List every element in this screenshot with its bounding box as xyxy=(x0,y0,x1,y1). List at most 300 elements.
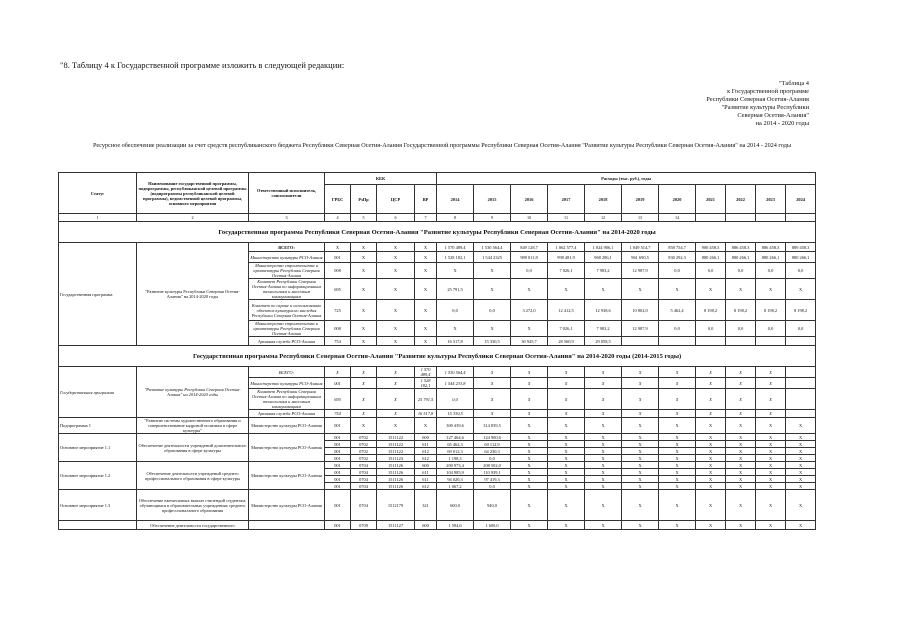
value-cell xyxy=(726,337,756,346)
value-cell: 208 502,0 xyxy=(474,462,511,469)
column-number xyxy=(726,214,756,222)
value-cell: 28 560,9 xyxy=(548,337,585,346)
value-cell: Х xyxy=(786,483,816,490)
value-cell: Х xyxy=(786,521,816,530)
value-cell: 0,0 xyxy=(786,321,816,337)
value-cell: Х xyxy=(511,279,548,300)
value-cell: 001 xyxy=(325,418,351,434)
header-year: 2016 xyxy=(511,185,548,214)
value-cell: 1 024 906,1 xyxy=(585,243,622,252)
value-cell: Х xyxy=(659,410,696,418)
value-cell: Х xyxy=(585,483,622,490)
value-cell: Х xyxy=(756,410,786,418)
header-responsible: Ответственный исполнитель, соисполнители xyxy=(249,173,325,214)
value-cell: Х xyxy=(437,263,474,279)
value-cell: Х xyxy=(696,455,726,462)
value-cell: Х xyxy=(548,490,585,521)
column-number: 12 xyxy=(585,214,622,222)
value-cell: 1511122 xyxy=(377,434,415,441)
value-cell: Х xyxy=(474,321,511,337)
value-cell: 7 983,2 xyxy=(585,263,622,279)
value-cell: 7 026,1 xyxy=(548,263,585,279)
value-cell: 998 481,9 xyxy=(548,252,585,263)
value-cell: Х xyxy=(756,448,786,455)
value-cell: 725 xyxy=(325,300,351,321)
value-cell: 1 594,6 xyxy=(437,521,474,530)
value-cell: 1 570 489,4 xyxy=(415,367,437,378)
value-cell: 001 xyxy=(325,483,351,490)
value-cell: Х xyxy=(585,279,622,300)
value-cell: Х xyxy=(696,389,726,410)
responsible-cell: ВСЕГО: xyxy=(249,243,325,252)
value-cell: 0704 xyxy=(351,476,377,483)
value-cell: 200 973,4 xyxy=(437,462,474,469)
column-number: 6 xyxy=(377,214,415,222)
header-status: Статус xyxy=(59,173,137,214)
value-cell: Х xyxy=(511,441,548,448)
value-cell: Х xyxy=(325,243,351,252)
value-cell: 0,0 xyxy=(474,300,511,321)
value-cell: 25 791,5 xyxy=(415,389,437,410)
value-cell: Х xyxy=(415,337,437,346)
responsible-cell: Министерство культуры РСО-Алания xyxy=(249,378,325,389)
status-cell: Основное мероприятие 1.3 xyxy=(59,490,137,521)
value-cell: 900 458,3 xyxy=(696,243,726,252)
value-cell: Х xyxy=(786,441,816,448)
value-cell: Х xyxy=(511,476,548,483)
value-cell: Х xyxy=(726,389,756,410)
value-cell: Х xyxy=(622,441,659,448)
value-cell: Х xyxy=(377,321,415,337)
value-cell: 97 419,3 xyxy=(474,476,511,483)
value-cell: 110 939,1 xyxy=(474,469,511,476)
value-cell: Х xyxy=(585,367,622,378)
value-cell: Х xyxy=(756,521,786,530)
value-cell: 0702 xyxy=(351,434,377,441)
program-name-cell: Обеспечение ежемесячных выплат стипендий студентам, обучающимся в образовательных учреждениях среднего профессионального образования xyxy=(137,490,249,521)
value-cell: Х xyxy=(415,300,437,321)
empty-cell xyxy=(786,389,816,410)
value-cell: Х xyxy=(511,418,548,434)
value-cell: 30 945,7 xyxy=(511,337,548,346)
value-cell: 1 528 182,1 xyxy=(415,378,437,389)
value-cell: Х xyxy=(696,469,726,476)
value-cell: 001 xyxy=(325,434,351,441)
value-cell: Х xyxy=(786,448,816,455)
section-heading: Государственная программа Республики Северная Осетия-Алания "Развитие культуры Республики Северная Осетия-Алания" на 2014-2020 годы xyxy=(59,222,816,243)
value-cell: Х xyxy=(726,448,756,455)
value-cell: Х xyxy=(622,389,659,410)
responsible-cell xyxy=(249,521,325,530)
value-cell: Х xyxy=(511,462,548,469)
value-cell: 001 xyxy=(325,455,351,462)
value-cell: 1 530 564,4 xyxy=(437,367,474,378)
value-cell: 880 266,1 xyxy=(696,252,726,263)
value-cell: Х xyxy=(474,410,511,418)
value-cell: 0704 xyxy=(351,469,377,476)
value-cell: 0,0 xyxy=(659,321,696,337)
value-cell: 25 791,5 xyxy=(437,279,474,300)
value-cell: Х xyxy=(696,476,726,483)
column-number: 13 xyxy=(622,214,659,222)
value-cell: Х xyxy=(511,455,548,462)
value-cell: 1511126 xyxy=(377,476,415,483)
approval-line: к Государственной программе xyxy=(727,88,809,95)
value-cell xyxy=(696,337,726,346)
value-cell: 94 020,3 xyxy=(437,476,474,483)
measure-row xyxy=(59,434,816,441)
value-cell: Х xyxy=(659,469,696,476)
value-cell: 940,0 xyxy=(474,490,511,521)
status-cell xyxy=(59,521,137,530)
value-cell: Х xyxy=(756,490,786,521)
column-number: 9 xyxy=(474,214,511,222)
value-cell: Х xyxy=(786,469,816,476)
value-cell: Х xyxy=(585,434,622,441)
value-cell: Х xyxy=(377,367,415,378)
header-csr: ЦСР xyxy=(377,185,415,214)
responsible-cell: ВСЕГО: xyxy=(249,367,325,378)
value-cell: Х xyxy=(726,476,756,483)
value-cell: Х xyxy=(726,441,756,448)
value-cell: Х xyxy=(377,410,415,418)
value-cell: Х xyxy=(548,469,585,476)
status-cell: Подпрограмма 1 xyxy=(59,418,137,434)
value-cell: Х xyxy=(622,410,659,418)
value-cell: Х xyxy=(548,279,585,300)
value-cell: 0,0 xyxy=(474,455,511,462)
value-cell: 10 802,0 xyxy=(622,300,659,321)
value-cell: 69 012,3 xyxy=(437,448,474,455)
value-cell: Х xyxy=(696,418,726,434)
header-year: 2017 xyxy=(548,185,585,214)
header-costs: Расходы (тыс. руб.), годы xyxy=(437,173,816,185)
value-cell: Х xyxy=(351,389,377,410)
value-cell: 612 xyxy=(415,448,437,455)
value-cell: Х xyxy=(659,418,696,434)
value-cell: 612 xyxy=(415,483,437,490)
value-cell: 12 987,9 xyxy=(622,263,659,279)
value-cell: 1 049 514,7 xyxy=(622,243,659,252)
value-cell: Х xyxy=(377,378,415,389)
value-cell: 968 286,1 xyxy=(585,252,622,263)
header-year: 2015 xyxy=(474,185,511,214)
responsible-cell: Министерство строительства и архитектуры Республики Северная Осетия-Алания xyxy=(249,321,325,337)
column-number: 14 xyxy=(659,214,696,222)
value-cell: Х xyxy=(659,448,696,455)
value-cell: 1 528 182,1 xyxy=(437,252,474,263)
approval-block xyxy=(706,80,809,128)
program-name-cell: "Развитие системы художественного образования и совершенствование кадровой политики в сфере культуры" xyxy=(137,418,249,434)
section-heading-row xyxy=(59,222,816,243)
value-cell: Х xyxy=(622,378,659,389)
value-cell: Х xyxy=(474,378,511,389)
value-cell: Х xyxy=(585,469,622,476)
responsible-cell: Министерство культуры РСО-Алания xyxy=(249,418,325,434)
empty-cell xyxy=(786,367,816,378)
value-cell: Х xyxy=(726,521,756,530)
value-cell: Х xyxy=(622,483,659,490)
value-cell: 008 xyxy=(325,321,351,337)
value-cell: Х xyxy=(548,441,585,448)
column-numbers-row xyxy=(59,214,816,222)
value-cell: Х xyxy=(659,476,696,483)
value-cell: 12 938,6 xyxy=(585,300,622,321)
program-name-cell: Обеспечение деятельности учреждений дополнительного образования в сфере культуры xyxy=(137,434,249,462)
responsible-cell: Министерство культуры РСО-Алания xyxy=(249,252,325,263)
value-cell: 0,0 xyxy=(786,263,816,279)
value-cell: Х xyxy=(756,441,786,448)
measure-row xyxy=(59,462,816,469)
value-cell xyxy=(659,337,696,346)
value-cell: Х xyxy=(548,378,585,389)
value-cell: Х xyxy=(659,521,696,530)
value-cell: Х xyxy=(622,490,659,521)
value-cell: Х xyxy=(659,378,696,389)
value-cell: 600 xyxy=(415,521,437,530)
value-cell: 830 292,3 xyxy=(659,252,696,263)
status-cell: Основное мероприятие 1.1 xyxy=(59,434,137,462)
header-year: 2018 xyxy=(585,185,622,214)
value-cell: Х xyxy=(756,389,786,410)
value-cell: Х xyxy=(548,448,585,455)
header-kbk: КБК xyxy=(325,173,437,185)
value-cell xyxy=(756,337,786,346)
subprogram-row xyxy=(59,418,816,434)
value-cell: 880 266,1 xyxy=(726,252,756,263)
value-cell: Х xyxy=(696,367,726,378)
value-cell: Х xyxy=(622,469,659,476)
value-cell: Х xyxy=(786,279,816,300)
header-year: 2021 xyxy=(696,185,726,214)
value-cell: 64 230,3 xyxy=(474,448,511,455)
value-cell: 1512179 xyxy=(377,490,415,521)
value-cell: Х xyxy=(415,418,437,434)
value-cell: 8 198,2 xyxy=(756,300,786,321)
value-cell: Х xyxy=(548,367,585,378)
value-cell: 0702 xyxy=(351,448,377,455)
approval-line: Северная Осетия-Алания" xyxy=(737,112,809,119)
document-title: Ресурсное обеспечение реализации за счет средств республиканского бюджета Республики Северная Осетия-Алания Государственной программы Республики Северная Осетия-Алания "Развитие культуры Республики Северная Осетия-Алания" на 2014 - 2024 годы xyxy=(92,142,792,149)
value-cell: Х xyxy=(756,455,786,462)
value-cell: Х xyxy=(548,521,585,530)
responsible-cell: Комитет Республики Северная Осетия-Алания по информационным технологиям и массовым коммуникациям xyxy=(249,279,325,300)
value-cell: Х xyxy=(511,469,548,476)
value-cell: Х xyxy=(726,434,756,441)
value-cell: 8 198,2 xyxy=(696,300,726,321)
value-cell: 1511126 xyxy=(377,469,415,476)
value-cell: Х xyxy=(511,448,548,455)
value-cell: Х xyxy=(786,455,816,462)
value-cell: 612 xyxy=(415,455,437,462)
value-cell: Х xyxy=(548,434,585,441)
value-cell: Х xyxy=(726,279,756,300)
value-cell: Х xyxy=(351,321,377,337)
column-number: 11 xyxy=(548,214,585,222)
value-cell: 314 839,5 xyxy=(474,418,511,434)
column-number: 5 xyxy=(351,214,377,222)
value-cell: Х xyxy=(622,279,659,300)
value-cell: 754 xyxy=(325,410,351,418)
value-cell: Х xyxy=(726,410,756,418)
value-cell: Х xyxy=(659,367,696,378)
value-cell: Х xyxy=(726,469,756,476)
value-cell: Х xyxy=(548,418,585,434)
value-cell: Х xyxy=(786,490,816,521)
value-cell: Х xyxy=(786,476,816,483)
value-cell: 321 xyxy=(415,490,437,521)
approval-line: "Таблица 4 xyxy=(779,80,809,87)
value-cell: 001 xyxy=(325,441,351,448)
value-cell: Х xyxy=(726,378,756,389)
header-year: 2019 xyxy=(622,185,659,214)
value-cell: Х xyxy=(726,490,756,521)
value-cell: Х xyxy=(622,434,659,441)
program-name-cell: Обеспечение деятельности учреждений среднего профессионального образования в сфере культуры xyxy=(137,462,249,490)
value-cell: Х xyxy=(351,418,377,434)
value-cell: Х xyxy=(415,279,437,300)
value-cell: Х xyxy=(548,483,585,490)
responsible-cell: Министерство культуры РСО-Алания xyxy=(249,434,325,462)
value-cell: 0702 xyxy=(351,455,377,462)
value-cell: Х xyxy=(415,252,437,263)
value-cell: 3 272,0 xyxy=(511,300,548,321)
value-cell: Х xyxy=(756,476,786,483)
value-cell: Х xyxy=(511,389,548,410)
value-cell: Х xyxy=(585,448,622,455)
value-cell: Х xyxy=(351,243,377,252)
responsible-cell: Министерство строительства и архитектуры Республики Северная Осетия-Алания xyxy=(249,263,325,279)
value-cell: 1511123 xyxy=(377,455,415,462)
value-cell: Х xyxy=(696,462,726,469)
value-cell: 8 198,2 xyxy=(786,300,816,321)
value-cell: 0,0 xyxy=(726,263,756,279)
value-cell: 0,0 xyxy=(756,263,786,279)
value-cell: Х xyxy=(659,279,696,300)
value-cell: 858 754,7 xyxy=(659,243,696,252)
value-cell: Х xyxy=(756,378,786,389)
value-cell: Х xyxy=(585,462,622,469)
value-cell: Х xyxy=(437,321,474,337)
value-cell: 1 062 577,4 xyxy=(548,243,585,252)
value-cell: Х xyxy=(325,367,351,378)
value-cell: 127 464,6 xyxy=(437,434,474,441)
value-cell: Х xyxy=(659,434,696,441)
value-cell: 1 544 233,8 xyxy=(437,378,474,389)
header-grbs: ГРБС xyxy=(325,185,351,214)
value-cell: Х xyxy=(511,410,548,418)
value-cell: 60 112,9 xyxy=(474,441,511,448)
table-body xyxy=(59,214,816,530)
value-cell: 0,0 xyxy=(756,321,786,337)
value-cell xyxy=(786,337,816,346)
value-cell: 754 xyxy=(325,337,351,346)
value-cell: Х xyxy=(726,418,756,434)
value-cell: Х xyxy=(622,455,659,462)
value-cell: 65 462,3 xyxy=(437,441,474,448)
value-cell: Х xyxy=(585,410,622,418)
value-cell: 1 544 2325 xyxy=(474,252,511,263)
value-cell: 001 xyxy=(325,378,351,389)
value-cell: Х xyxy=(696,483,726,490)
value-cell: Х xyxy=(696,378,726,389)
value-cell: Х xyxy=(377,300,415,321)
value-cell: Х xyxy=(351,378,377,389)
value-cell: Х xyxy=(548,462,585,469)
value-cell: Х xyxy=(377,337,415,346)
resource-table xyxy=(58,172,816,530)
value-cell: Х xyxy=(786,434,816,441)
value-cell: Х xyxy=(585,389,622,410)
value-cell: Х xyxy=(351,263,377,279)
value-cell: Х xyxy=(511,521,548,530)
value-cell: Х xyxy=(786,462,816,469)
value-cell: Х xyxy=(756,367,786,378)
value-cell: 8 198,2 xyxy=(726,300,756,321)
value-cell: Х xyxy=(377,263,415,279)
status-cell: Государственная программа xyxy=(59,367,137,418)
value-cell: Х xyxy=(659,389,696,410)
value-cell: Х xyxy=(415,243,437,252)
column-number xyxy=(696,214,726,222)
column-number: 1 xyxy=(59,214,137,222)
value-cell: Х xyxy=(696,279,726,300)
value-cell: 886 458,3 xyxy=(726,243,756,252)
value-cell: 611 xyxy=(415,469,437,476)
value-cell: 12 987,9 xyxy=(622,321,659,337)
approval-line: "Развитие культуры Республики xyxy=(721,104,809,111)
value-cell: Х xyxy=(474,367,511,378)
value-cell: Х xyxy=(351,300,377,321)
value-cell: Х xyxy=(756,483,786,490)
value-cell: 880 266,1 xyxy=(786,252,816,263)
value-cell: 12 412,5 xyxy=(548,300,585,321)
responsible-cell: Архивная служба РСО-Алания xyxy=(249,337,325,346)
responsible-cell: Архивная служба РСО-Алания xyxy=(249,410,325,418)
value-cell: Х xyxy=(474,279,511,300)
value-cell: 7 026,1 xyxy=(548,321,585,337)
value-cell: 001 xyxy=(325,490,351,521)
value-cell: 961 690,5 xyxy=(622,252,659,263)
value-cell: 1511126 xyxy=(377,483,415,490)
value-cell: Х xyxy=(756,462,786,469)
value-cell: Х xyxy=(585,521,622,530)
program-name-cell: Обеспечение деятельности государственного xyxy=(137,521,249,530)
status-cell: Основное мероприятие 1.2 xyxy=(59,462,137,490)
value-cell: 16 517,8 xyxy=(437,337,474,346)
value-cell: 001 xyxy=(325,462,351,469)
measure-row xyxy=(59,521,816,530)
value-cell: Х xyxy=(726,462,756,469)
column-number: 7 xyxy=(415,214,437,222)
value-cell: 0704 xyxy=(351,483,377,490)
header-year: 2024 xyxy=(786,185,816,214)
header-name: Наименование государственной программы, подпрограммы, республиканской целевой программы (подпрограммы республиканской целевой программы), ведомственной целевой программы, основного мероприятия xyxy=(137,173,249,214)
value-cell: Х xyxy=(511,378,548,389)
value-cell: 695 xyxy=(325,279,351,300)
value-cell: 7 983,2 xyxy=(585,321,622,337)
header-rzpr: РзПр xyxy=(351,185,377,214)
header-year: 2022 xyxy=(726,185,756,214)
responsible-cell: Комитет по охране и использованию объектов культурного наследия Республики Северная Осетия-Алания xyxy=(249,300,325,321)
value-cell: Х xyxy=(756,418,786,434)
value-cell: 16 517,8 xyxy=(415,410,437,418)
value-cell: 600,0 xyxy=(437,490,474,521)
value-cell: Х xyxy=(585,476,622,483)
value-cell: Х xyxy=(756,434,786,441)
value-cell: 0704 xyxy=(351,490,377,521)
value-cell: Х xyxy=(415,321,437,337)
